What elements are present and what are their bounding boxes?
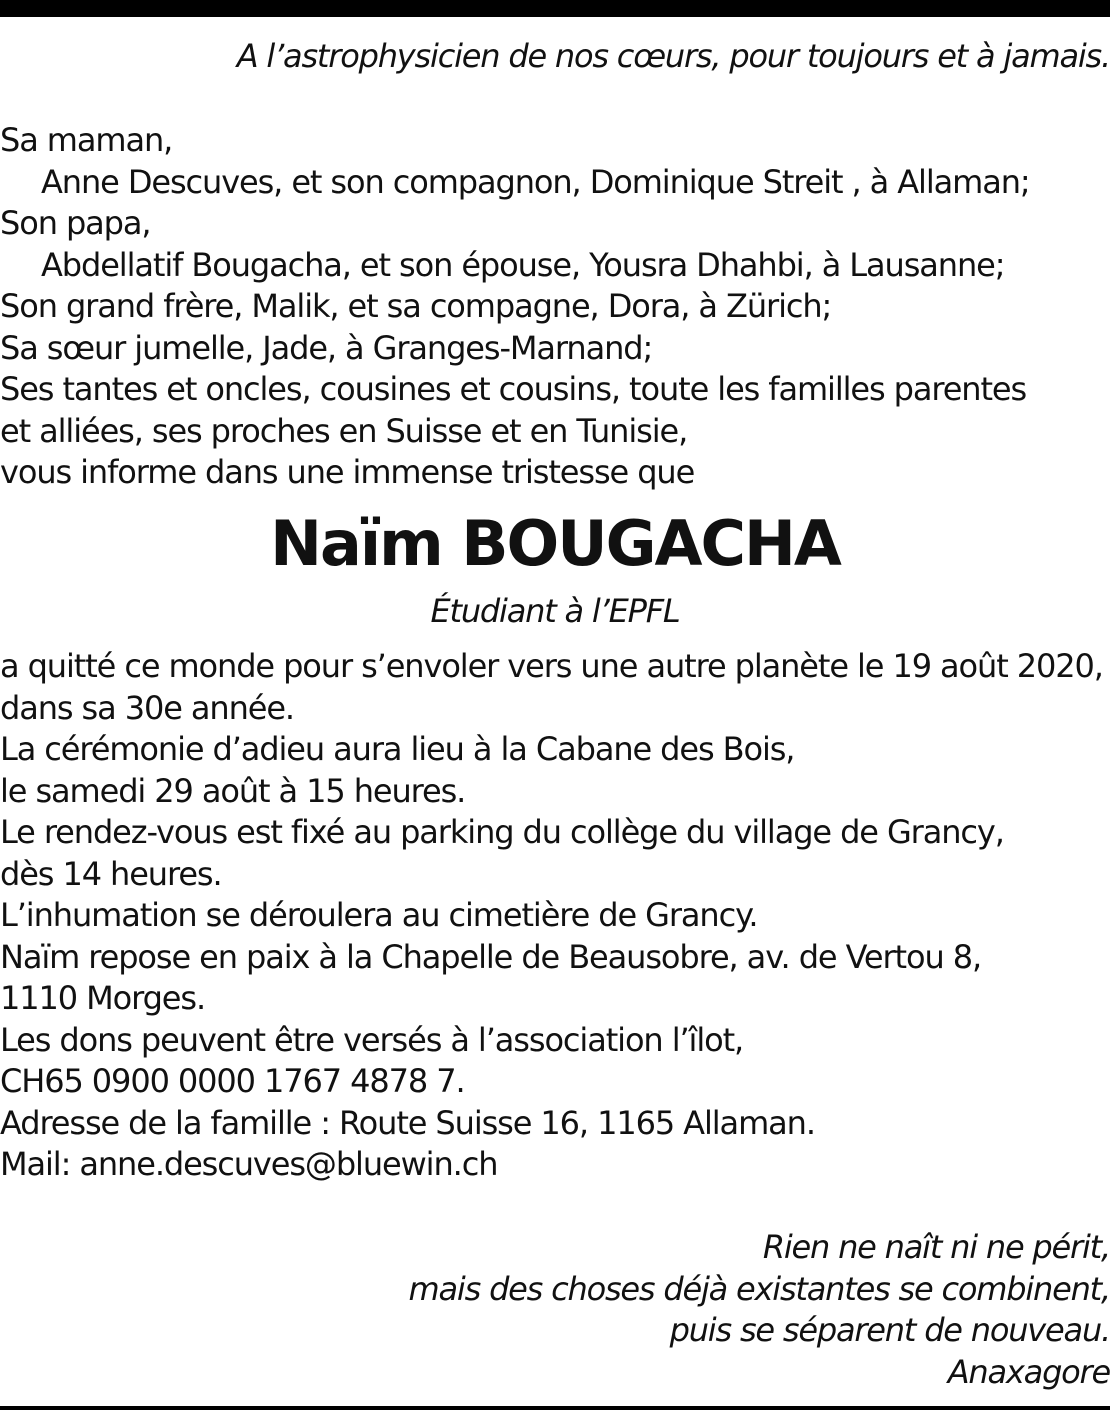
- deceased-name: Naïm BOUGACHA: [270, 507, 840, 580]
- detail-line: a quitté ce monde pour s’envoler vers une autre planète le 19 août 2020,: [0, 647, 1103, 685]
- detail-line: Le rendez-vous est fixé au parking du collège du village de Grancy,: [0, 813, 1004, 851]
- family-line: Son papa,: [0, 204, 151, 242]
- family-line: Ses tantes et oncles, cousines et cousins, toute les familles parentes: [0, 370, 1027, 408]
- dedication: A l’astrophysicien de nos cœurs, pour toujours et à jamais.: [236, 37, 1110, 75]
- quote-line: Rien ne naît ni ne périt,: [762, 1228, 1110, 1266]
- detail-line: le samedi 29 août à 15 heures.: [0, 771, 466, 810]
- quote-author: Anaxagore: [947, 1352, 1110, 1391]
- detail-line: CH65 0900 0000 1767 4878 7.: [0, 1062, 465, 1100]
- family-line: vous informe dans une immense tristesse que: [0, 453, 695, 491]
- details-list: [0, 646, 1110, 1186]
- deceased-title: Étudiant à l’EPFL: [430, 592, 680, 630]
- family-line: Abdellatif Bougacha, et son épouse, Yousra Dhahbi, à Lausanne;: [41, 245, 1005, 284]
- detail-line: Mail: anne.descuves@bluewin.ch: [0, 1145, 498, 1183]
- detail-line: dès 14 heures.: [0, 854, 222, 893]
- closing-quote: [0, 1227, 1110, 1393]
- detail-line: L’inhumation se déroulera au cimetière de Grancy.: [0, 896, 758, 934]
- family-line: et alliées, ses proches en Suisse et en Tunisie,: [0, 411, 688, 450]
- detail-line: Naïm repose en paix à la Chapelle de Beausobre, av. de Vertou 8,: [0, 937, 982, 976]
- family-line: Sa sœur jumelle, Jade, à Granges-Marnand;: [0, 328, 653, 367]
- detail-line: 1110 Morges.: [0, 979, 206, 1017]
- top-rule: [0, 0, 1110, 17]
- family-line: Son grand frère, Malik, et sa compagne, Dora, à Zürich;: [0, 287, 832, 325]
- detail-line: La cérémonie d’adieu aura lieu à la Cabane des Bois,: [0, 730, 795, 768]
- quote-line: puis se séparent de nouveau.: [669, 1311, 1110, 1349]
- detail-line: dans sa 30e année.: [0, 688, 294, 727]
- family-list: [0, 120, 1110, 494]
- detail-line: Adresse de la famille : Route Suisse 16, 1165 Allaman.: [0, 1103, 815, 1142]
- quote-line: mais des choses déjà existantes se combinent,: [408, 1269, 1110, 1308]
- bottom-rule: [0, 1406, 1110, 1410]
- family-line: Anne Descuves, et son compagnon, Dominique Streit , à Allaman;: [41, 162, 1030, 201]
- detail-line: Les dons peuvent être versés à l’association l’îlot,: [0, 1020, 744, 1059]
- family-line: Sa maman,: [0, 121, 173, 159]
